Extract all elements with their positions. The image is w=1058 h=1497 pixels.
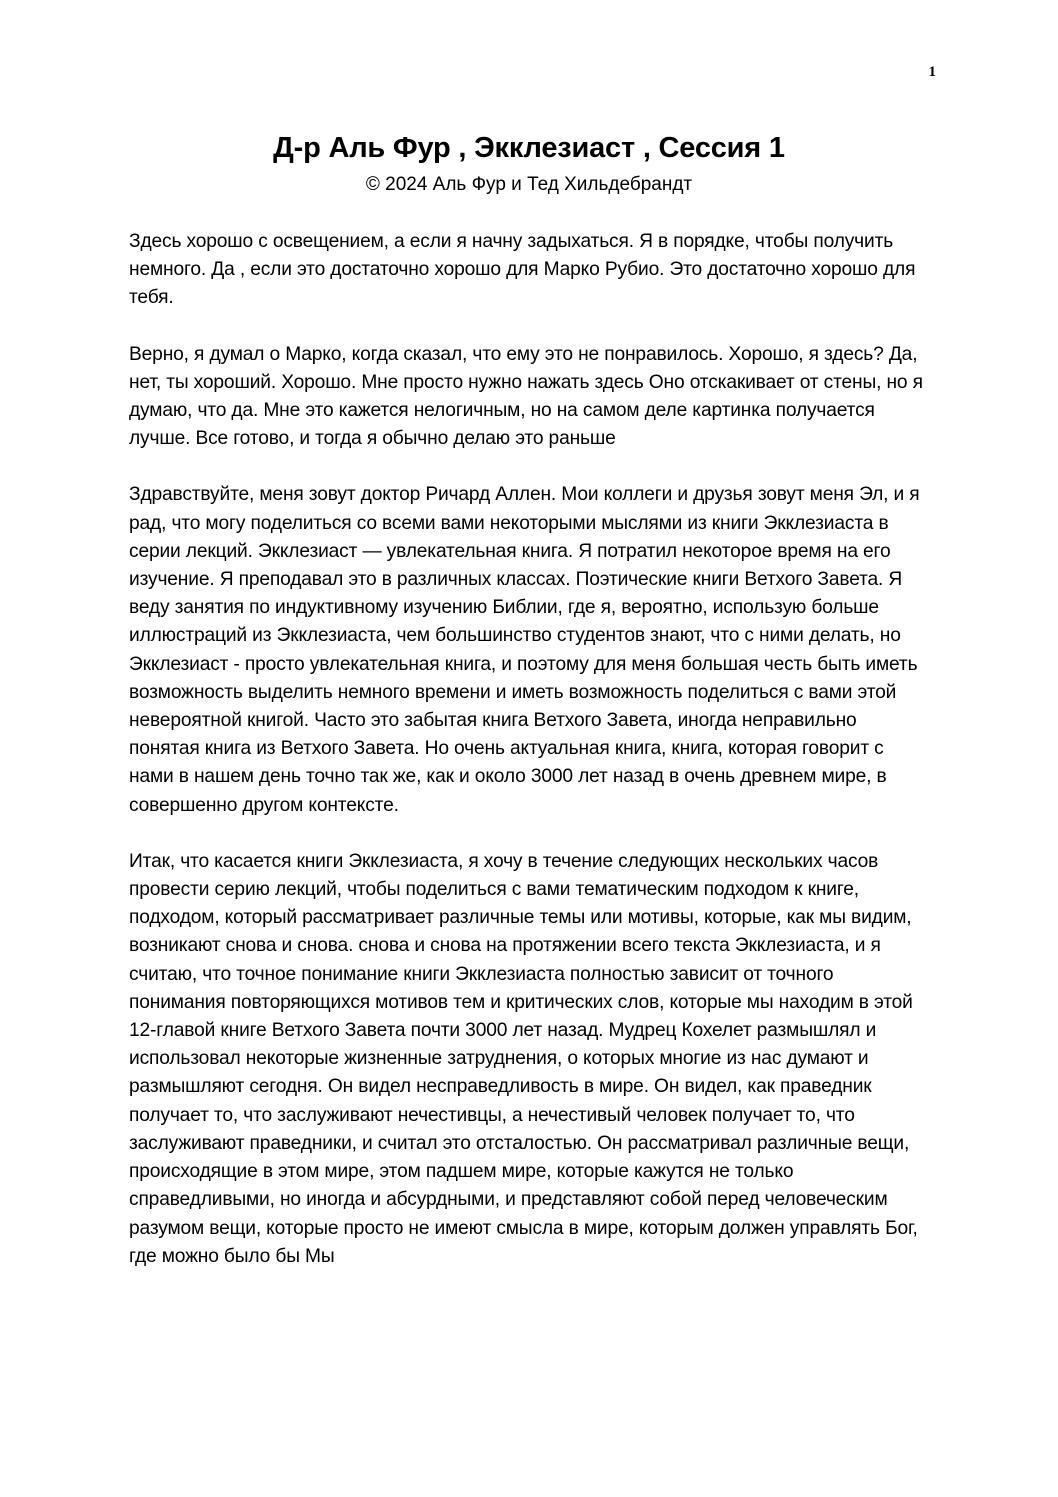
page-number: 1 (928, 64, 936, 80)
paragraph-1: Здесь хорошо с освещением, а если я начну задыхаться. Я в порядке, чтобы получить немного. Да , если это достаточно хорошо для Марко Рубио. Это достаточно хорошо для тебя. (129, 231, 916, 309)
document-copyright: © 2024 Аль Фур и Тед Хильдебрандт (365, 174, 693, 195)
paragraph-2: Верно, я думал о Марко, когда сказал, что ему это не понравилось. Хорошо, я здесь? Да, нет, ты хороший. Хорошо. Мне просто нужно нажать здесь Оно отскакивает от стены, но я думаю, что да. Мне это кажется нелогичным, но на самом деле картинка получается лучше. Все готово, и тогда я обычно делаю это раньше (129, 343, 923, 450)
document-title: Д-р Аль Фур , Экклезиаст , Сессия 1 (273, 132, 785, 164)
paragraph-4: Итак, что касается книги Экклезиаста, я хочу в течение следующих нескольких часов провести серию лекций, чтобы поделиться с вами тематическим подходом к книге, подходом, который рассматривает различные темы или мотивы, которые, как мы видим, возникают снова и снова. снова и снова на протяжении всего текста Экклезиаста, и я считаю, что точное понимание книги Экклезиаста полностью зависит от точного понимания повторяющихся мотивов тем и критических слов, которые мы находим в этой 12-главой книге Ветхого Завета почти 3000 лет назад. Мудрец Кохелет размышлял и использовал некоторые жизненные затруднения, о которых многие из нас думают и размышляют сегодня. Он видел несправедливость в мире. Он видел, как праведник получает то, что заслуживают нечестивцы, а нечестивый человек получает то, что заслуживают праведники, и считал это отсталостью. Он рассматривал различные вещи, происходящие в этом мире, этом падшем мире, которые кажутся не только справедливыми, но иногда и абсурдными, и представляют собой перед человеческим разумом вещи, которые просто не имеют смысла в мире, которым должен управлять Бог, где можно было бы Мы (129, 850, 918, 1267)
document-body (129, 228, 929, 1299)
paragraph-3: Здравствуйте, меня зовут доктор Ричард Аллен. Мои коллеги и друзья зовут меня Эл, и я рад, что могу поделиться со всеми вами некоторыми мыслями из книги Экклезиаста в серии лекций. Экклезиаст — увлекательная книга. Я потратил некоторое время на его изучение. Я преподавал это в различных классах. Поэтические книги Ветхого Завета. Я веду занятия по индуктивному изучению Библии, где я, вероятно, использую больше иллюстраций из Экклезиаста, чем большинство студентов знают, что с ними делать, но Экклезиаст - просто увлекательная книга, и поэтому для меня большая честь быть иметь возможность выделить немного времени и иметь возможность поделиться с вами этой невероятной книгой. Часто это забытая книга Ветхого Завета, иногда неправильно понятая книга из Ветхого Завета. Но очень актуальная книга, книга, которая говорит с нами в нашем день точно так же, как и около 3000 лет назад в очень древнем мире, в совершенно другом контексте. (129, 484, 920, 816)
